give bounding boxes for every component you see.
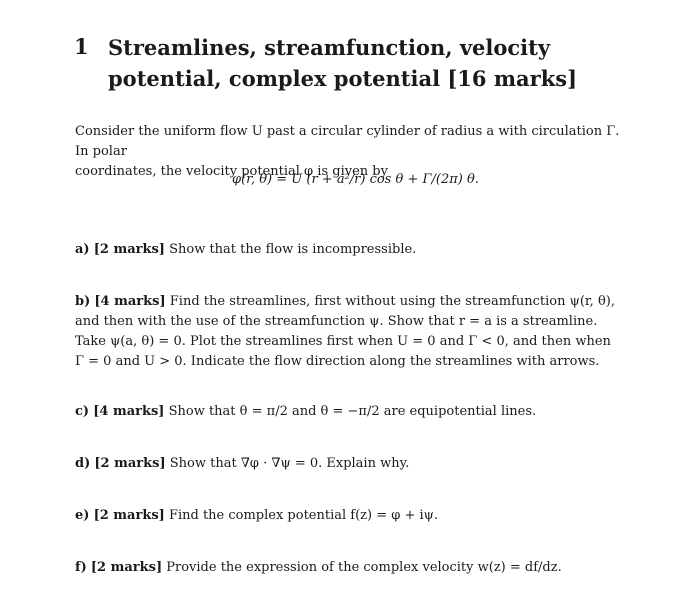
question-text: Show that θ = π/2 and θ = −π/2 are equipotential lines. — [168, 404, 537, 419]
question-text: Find the complex potential f(z) = φ + iψ. — [168, 508, 439, 523]
question-text: Show that the flow is incompressible. — [169, 242, 417, 257]
question-label: e) — [75, 508, 90, 523]
question-e — [75, 506, 623, 526]
section-number: 1 — [74, 34, 89, 59]
question-text: Provide the expression of the complex velocity w(z) = df/dz. — [166, 560, 562, 575]
question-marks: [2 marks] — [93, 242, 165, 257]
question-marks: [4 marks] — [94, 294, 166, 309]
question-marks: [2 marks] — [93, 508, 165, 523]
section-title: Streamlines, streamfunction, velocity potential, complex potential [16 marks] — [108, 35, 578, 91]
question-label: f) — [75, 560, 87, 575]
question-d — [75, 454, 623, 474]
question-c — [75, 402, 623, 422]
question-label: a) — [75, 242, 90, 257]
question-text: Find the streamlines, first without using the streamfunction ψ(r, θ), and then with the use of the streamfunction ψ. Show that r = a is a streamline. Take ψ(a, θ) = 0. Plot the streamlines first when U = 0 and Γ < 0, and then when Γ = 0 and U > 0. Indicate the flow direction along the streamlines with arrows. — [75, 294, 615, 369]
question-label: b) — [75, 294, 91, 309]
question-marks: [4 marks] — [93, 404, 165, 419]
velocity-potential-equation: φ(r, θ) = U (r + a²/r) cos θ + Γ/(2π) θ. — [232, 172, 479, 187]
question-marks: [2 marks] — [94, 456, 166, 471]
intro-line-2: coordinates, the velocity potential φ is given by — [75, 164, 388, 179]
question-a — [75, 240, 623, 260]
question-text: Show that ∇φ · ∇ψ = 0. Explain why. — [169, 456, 410, 471]
question-b — [75, 292, 623, 372]
question-label: c) — [75, 404, 90, 419]
question-marks: [2 marks] — [90, 560, 163, 575]
intro-line-1: Consider the uniform flow U past a circular cylinder of radius a with circulation Γ. In polar — [75, 124, 620, 159]
question-f — [75, 558, 623, 578]
question-label: d) — [75, 456, 91, 471]
